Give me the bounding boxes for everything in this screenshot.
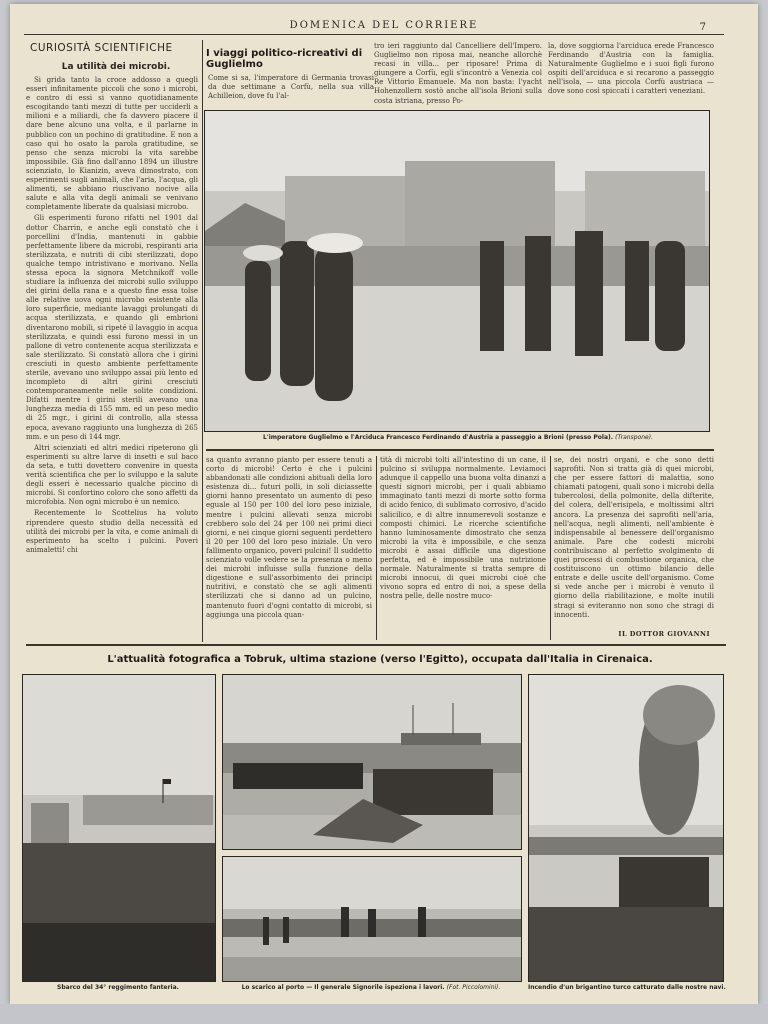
header-rule bbox=[24, 34, 724, 35]
page-number: 7 bbox=[699, 22, 706, 33]
photo-tobruk-burning-ship-image bbox=[529, 675, 723, 981]
article-column-3: la, dove soggiorna l'arciduca erede Francesco Ferdinando d'Austria con la famiglia. Naturalmente Guglielmo e i suoi figli furono ospiti dell'arciduca e si recarono a passeggio nell'isola, — una piccola Corfù austriaca — dove sono così spiccati i caratteri veneziani. bbox=[548, 42, 714, 96]
photo-tobruk-port-image bbox=[223, 675, 521, 849]
column-divider bbox=[550, 456, 551, 640]
photo-tobruk-landing-image bbox=[23, 675, 215, 981]
photo-brioni-image bbox=[205, 111, 709, 431]
running-title: DOMENICA DEL CORRIERE bbox=[289, 20, 479, 31]
photo-tobruk-general-image bbox=[223, 857, 521, 981]
photo-tobruk-landing bbox=[22, 674, 216, 982]
paragraph: Si grida tanto la croce addosso a quegli esseri infinitamente piccoli che sono i microbi, e contro di essi si vanno quotidianamente escogitando tanti mezzi di tutte per ucciderli a milioni e a miliardi, che fa davvero piacere il dare bene alcuno una volta, e il parlarne in pubblico con un pochino di gratitudine. E non a caso qui ho osato la parola gratitudine, se penso che senza microbi la vita sarebbe impossibile. Già fino dall'anno 1894 un illustre scienziato, lo Kianizin, aveva dimostrato, con esperimenti sugli animali, che l'aria, l'acqua, gli alimenti, se abbiano riuscivano nocive alla salute e alla vita degli animali se venivano completamente liberate da qualsiasi microbo. bbox=[26, 76, 198, 212]
article-column-1: Come si sa, l'imperatore di Germania trovasi da due settimane a Corfù, nella sua villa Achilleion, dove fu l'al- bbox=[208, 74, 374, 101]
photo-tobruk-burning-ship bbox=[528, 674, 724, 982]
photo-caption bbox=[206, 434, 710, 441]
photo-brioni-promenade bbox=[204, 110, 710, 432]
background-surface bbox=[0, 1004, 768, 1024]
paragraph: Gli esperimenti furono rifatti nel 1901 dal dottor Charrin, e anche egli constatò che i porcellini d'India, mantenuti in gabbie perfettamente libere da microbi, respiranti aria sterilizzata, e nutriti di cibi sterilizzati, dopo qualche tempo intristivano e morivano. Nella stessa epoca la signora Metchnikoff volle studiare la influenza dei microbi sullo sviluppo dei girini della rana e a questo fine essa tolse alle relative uova ogni microbo esistente alla loro superficie, mediante lavaggi prolungati di acqua sterilizzata, e quando gli embrioni diventarono mobili, si ripeté il lavaggio in acqua sterilizzata, e quindi essi furono messi in un pallone di vetro contenente acqua sterilizzata e sale sterilizzato. Si constatò allora che i girini cresciuti in questo ambiente perfettamente sterile, avevano uno sviluppo assai più lento ed incompleto di altri girini cresciuti contemporaneamente nelle solite condizioni. Difatti mentre i girini sterili avevano una lunghezza media di 155 mm. ed un peso medio di 25 mgr., i girini di controllo, alla stessa epoca, avevano raggiunto una lunghezza di 265 mm. e un peso di 144 mgr. bbox=[26, 214, 198, 441]
article-title: I viaggi politico-ricreativi di Guglielmo bbox=[206, 48, 363, 70]
newspaper-page bbox=[10, 4, 758, 1004]
column-divider bbox=[376, 456, 377, 640]
photo-credit: (Transpone). bbox=[615, 434, 653, 441]
caption-port-credit: (Fot. Piccolomini). bbox=[446, 984, 501, 991]
caption-landing: Sbarco del 34° reggimento fanteria. bbox=[57, 984, 179, 991]
paragraph: Altri scienziati ed altri medici ripeterono gli esperimenti su altre larve di insetti e sul baco da seta, e tutti dovettero convenire in questa verità scientifica che per lo sviluppo e la salute degli esseri è necessario qualche piccino di microbi. Si confortino coloro che sono affetti da microfobia. Non ogni microbo è un nemico. bbox=[26, 443, 198, 507]
caption-port-text: Lo scarico al porto — Il generale Signorile ispeziona i lavori. bbox=[241, 984, 445, 991]
author-signature: IL DOTTOR GIOVANNI bbox=[618, 630, 710, 638]
caption-burning-ship: Incendio d'un brigantino turco catturato dalle nostre navi. bbox=[528, 984, 726, 991]
tobruk-banner: L'attualità fotografica a Tobruk, ultima stazione (verso l'Egitto), occupata dall'Italia in Cirenaica. bbox=[107, 654, 653, 665]
continuation-column-3: se, dei nostri organi, e che sono detti saprofiti. Non si tratta già di quei microbi, che per essere fattori di malattia, sono chiamati patogeni, quali sono i microbi della tubercolosi, della polmonite, della difterite, del colera, dell'erisipela, e moltissimi altri ancora. La presenza dei saprofiti nell'aria, nell'acqua, negli alimenti, nell'ambiente è indispensabile al benessere dell'organismo animale. Pare che codesti microbi contribuiscano al perfetto svolgimento di quei processi di combustione organica, che costituiscono un ottimo bilancio delle entrate e delle uscite dell'organismo. Come si vede anche per i microbi è venuto il giorno della riabilitazione, e molte inutili stragi si eviteranno non sono che stragi di innocenti. bbox=[554, 456, 714, 619]
section-rule bbox=[26, 644, 726, 646]
section-rule bbox=[206, 449, 714, 451]
photo-caption-text: L'imperatore Guglielmo e l'Arciduca Francesco Ferdinando d'Austria a passeggio a Brioni (presso Pola). bbox=[263, 434, 614, 441]
article-column-2: tro ieri raggiunto dal Cancelliere dell'Impero. Guglielmo non riposa mai, neanche allorchè recasi in villa... per riposare! Prima di giungere a Corfù, egli s'incontrò a Venezia col Re Vittorio Emanuele. Ma non basta: l'yacht Hohenzollern sostò anche all'isola Brioni sulla costa istriana, presso Po- bbox=[374, 42, 542, 105]
photo-tobruk-general bbox=[222, 856, 522, 982]
continuation-column-2: tità di microbi tolti all'intestino di un cane, il pulcino si sviluppa normalmente. Leviamoci adunque il cappello una buona volta dinanzi a questi signori microbi, per i quali abbiamo immaginato tanti mezzi di morte sotto forma di acido fenico, di sublimato corrosivo, d'acido salicilico, e di altre innumerevoli sostanze e composti chimici. Le ricerche scientifiche hanno luminosamente dimostrato che senza microbi la vita è impossibile, e che senza microbi è assai difficile una digestione perfetta, ed è impossibile una nutrizione normale. Naturalmente si tratta sempre di microbi innocui, di quei microbi cioè che vivono sopra ed entro di noi, a spese della nostra pelle, delle nostre muco- bbox=[380, 456, 546, 601]
section-heading: CURIOSITÀ SCIENTIFICHE bbox=[30, 42, 173, 54]
continuation-column-1: sa quanto avranno pianto per essere tenuti a corto di microbi! Certo è che i pulcini abbandonati alle condizioni abituali della loro esistenza di... futuri polli, in soli diciassette giorni hanno presentato un aumento di peso eguale al 150 per 100 del loro peso iniziale, mentre i pulcini allevati senza microbi crebbero solo del 24 per 100 nei primi dieci giorni, e nei cinque giorni seguenti perdettero il 20 per 100 del loro peso iniziale. Un vero fallimento organico, poveri pulcini! Il suddetto scienziato volle vedere se la presenza o meno dei microbi influisse sulla funzione della digestione e sull'assorbimento dei principi nutritivi, e constatò che se agli alimenti sterilizzati che si danno ad un pulcino, mantenuto fuori d'ogni contatto di microbi, si aggiunga una piccola quan- bbox=[206, 456, 372, 619]
left-column-text bbox=[26, 76, 198, 642]
caption-port bbox=[222, 984, 520, 991]
paragraph: Recentemente lo Scottelius ha voluto riprendere questo studio della necessità ed utilità dei microbi per la vita, e come animali di esperimento ha scelto i pulcini. Poveri animaletti! chi bbox=[26, 509, 198, 554]
column-divider bbox=[202, 40, 203, 642]
photo-tobruk-port bbox=[222, 674, 522, 850]
article-subheading: La utilità dei microbi. bbox=[61, 62, 171, 72]
